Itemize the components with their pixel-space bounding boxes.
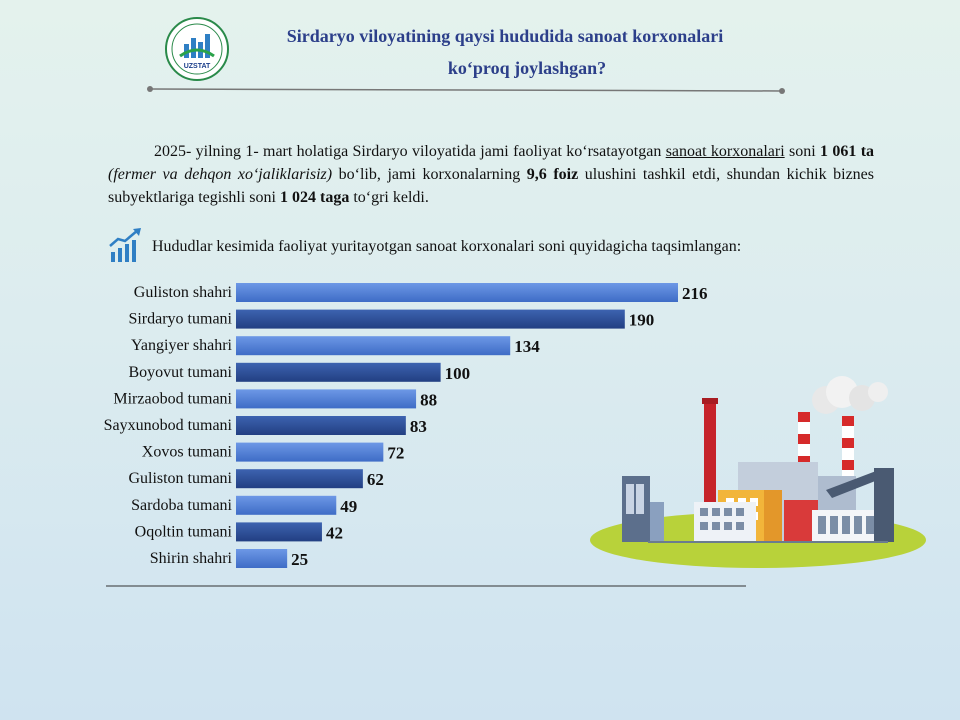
bar-guliston-tumani: [236, 469, 363, 488]
category-label-oqoltin-tumani: Oqoltin tumani: [134, 523, 232, 541]
category-label-shirin-shahri: Shirin shahri: [149, 550, 232, 567]
intro-small-business-count: 1 024 taga: [279, 189, 350, 206]
bar-sirdaryo-tumani: [236, 310, 625, 329]
bar-sayxunobod-tumani: [236, 416, 406, 435]
title-line-1: Sirdaryo viloyatining qaysi hududida sanoat korxonalari: [286, 26, 724, 46]
category-label-boyovut-tumani: Boyovut tumani: [128, 363, 232, 381]
intro-text-6: to‘gri keldi.: [349, 189, 429, 206]
value-label-guliston-tumani: 62: [366, 470, 384, 490]
category-label-mirzaobod-tumani: Mirzaobod tumani: [113, 390, 232, 408]
factory-illustration: [588, 372, 928, 568]
bar-sardoba-tumani: [236, 496, 336, 515]
logo-text: UZSTAT: [183, 63, 211, 70]
category-label-yangiyer-shahri: Yangiyer shahri: [130, 337, 232, 355]
value-label-oqoltin-tumani: 42: [325, 523, 343, 543]
value-label-sayxunobod-tumani: 83: [409, 417, 427, 436]
value-label-sardoba-tumani: 49: [340, 496, 358, 516]
bar-oqoltin-tumani: [236, 522, 322, 541]
value-label-mirzaobod-tumani: 88: [420, 390, 438, 410]
chart-subheading: Hududlar kesimida faoliyat yuritayotgan sanoat korxonalari soni quyidagicha taqsimlangan:: [152, 238, 742, 255]
bar-mirzaobod-tumani: [236, 389, 416, 408]
bar-boyovut-tumani: [236, 363, 441, 382]
value-label-guliston-shahri: 216: [682, 284, 708, 303]
bar-xovos-tumani: [236, 443, 383, 462]
bar-shirin-shahri: [236, 549, 287, 568]
title-line-2: ko‘proq joylashgan?: [447, 58, 607, 78]
value-label-boyovut-tumani: 100: [444, 363, 471, 383]
value-label-yangiyer-shahri: 134: [514, 337, 540, 357]
category-label-guliston-tumani: Guliston tumani: [128, 470, 232, 488]
intro-text-5: ulushini tashkil etdi, shundan kichik biznes subyektlariga tegishli soni: [108, 166, 875, 206]
value-label-xovos-tumani: 72: [387, 443, 405, 463]
category-label-xovos-tumani: Xovos tumani: [141, 443, 232, 461]
intro-italic-note: (fermer va dehqon xo‘jaliklarisiz): [108, 166, 333, 183]
bar-guliston-shahri: [236, 283, 678, 302]
intro-text-1: 2025- yilning 1- mart holatiga Sirdaryo viloyatida jami faoliyat ko‘rsatayotgan: [154, 143, 666, 160]
bar-yangiyer-shahri: [236, 336, 510, 355]
intro-text-4: bo‘lib, jami korxonalarning: [332, 166, 527, 183]
category-label-sayxunobod-tumani: Sayxunobod tumani: [103, 417, 232, 434]
intro-total-count: 1 061 ta: [820, 143, 875, 160]
category-label-guliston-shahri: Guliston shahri: [133, 284, 232, 301]
category-label-sardoba-tumani: Sardoba tumani: [131, 496, 232, 514]
value-label-shirin-shahri: 25: [291, 550, 309, 569]
intro-text-2: soni: [784, 143, 821, 160]
intro-underlined: sanoat korxonalari: [665, 143, 785, 160]
intro-share: 9,6 foiz: [526, 166, 579, 183]
value-label-sirdaryo-tumani: 190: [628, 310, 655, 330]
category-label-sirdaryo-tumani: Sirdaryo tumani: [128, 310, 232, 328]
